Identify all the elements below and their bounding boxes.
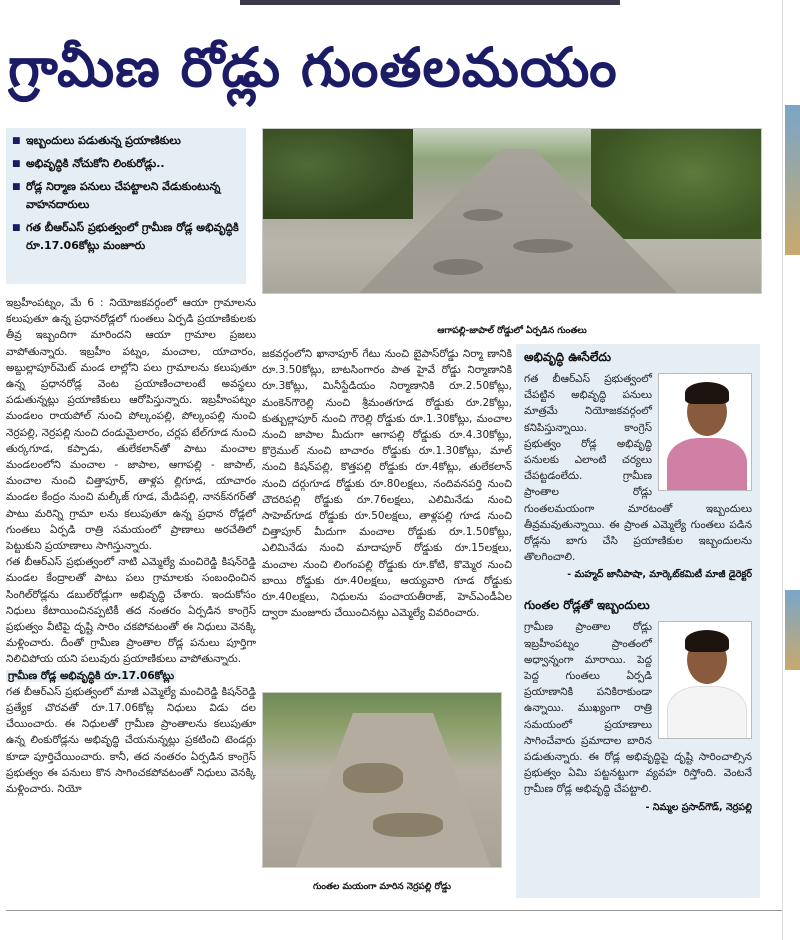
article-paragraph: జకవర్గంలోని ఖానాపూర్‌ గేటు నుంచి బైపాస్‌రోడ్డు నిర్మా ణానికి రూ.3.50కోట్లు, బాటసింగారం పాత హైవే రోడ్డు నిర్మాణానికి రూ.3కోట్లు, మినీస్టేడియం నిర్మాణానికి రూ.2.50కోట్లు, మంకెన్‌గౌరెల్లి నుంచి శ్రీమంతగూడ రోడ్డుకు రూ.2కోట్లు, కుత్బుల్లాపూర్‌ నుంచి గౌరెల్లి రోడ్డుకు రూ.1.30కోట్లు, మంచాల నుంచి జాపాల మీదుగా ఆగాపల్లి రోడ్డుకు రూ.4.30కోట్లు, కొర్రెముల్‌ నుంచి బాచారం రోడ్డుకు రూ.1.30కోట్లు, మాల్‌ నుంచి కిషన్‌పల్లి, కొత్తపల్లి రోడ్డుకు రూ.4కోట్లు, తులేకలాన్‌ నుంచి దర్గుగూడ రోడ్డుకు రూ.80లక్షలు, నందివనపర్తి నుంచి చౌదరిపల్లి రోడ్డుకు రూ.76లక్షలు, ఎలిమినేడు నుంచి సాహెబ్‌గూడ రోడ్డుకు రూ.50లక్షలు, తాళ్లపల్లి గూడ నుంచి చిత్తాపూర్‌ మీదుగా మంచాల రోడ్డుకు రూ.1.50కోట్లు, ఎలిమినేడు నుంచి మాదాపూర్‌ రోడ్డుకు రూ.15లక్షలు, మంచాల నుంచి లింగంపల్లి రోడ్డుకు రూ.కోటి, కొమ్మెర నుంచి బాయి రోడ్డుకు రూ.40లక్షలు, ఆయ్యవారి గూడ రోడ్డుకు రూ.40లక్షలు, నిధులను పంచాయతీరాజ్‌, హెచ్‌ఎండీఏల ద్వారా మంజూరు చేయించినట్లు ఎమ్మెల్యే వివరించారు. (262, 348, 512, 620)
pothole (343, 763, 403, 793)
highlights-box (6, 128, 246, 284)
adjacent-column-fragment (782, 0, 800, 940)
portrait-photo (658, 621, 752, 739)
article-column-1 (6, 295, 256, 895)
pothole (513, 239, 573, 253)
photo2-caption: గుంతల మయంగా మారిన నెర్రపల్లి రోడ్డు (313, 882, 451, 892)
article-subheading: గ్రామీణ రోడ్ల అభివృద్ధికి రూ.17.06కోట్లు (8, 669, 175, 682)
photo-trees-right (591, 129, 761, 239)
opinion2-signature: - నిమ్మల ప్రసాద్‌గౌడ్‌, నెర్రపల్లి (645, 801, 752, 813)
opinion1-title: అభివృద్ధి ఊసేలేదు (524, 350, 611, 364)
adjacent-image-fragment (785, 105, 800, 255)
pothole (433, 259, 483, 275)
highlight-item: ■ రోడ్ల నిర్మాణ పనులు చేపట్టాలని వేడుకుంటున్న వాహనదారులు (12, 178, 240, 214)
portrait-hair (685, 382, 729, 404)
highlight-item: ■ గత బీఆర్‌ఎస్‌ ప్రభుత్వంలో గ్రామీణ రోడ్ల అభివృద్ధికి రూ.17.06కోట్లు మంజూరు (12, 219, 240, 255)
highlight-item: ■ అభివృద్ధికి నోచుకోని లింకురోడ్లు.. (12, 155, 240, 173)
highlight-item: ■ ఇబ్బందులు పడుతున్న ప్రయాణికులు (12, 132, 240, 150)
opinion2-title: గుంతల రోడ్లతో ఇబ్బందులు (524, 598, 650, 613)
page-headline: గ్రామీణ రోడ్లు గుంతలమయం (8, 36, 618, 99)
opinion-sidebar (516, 344, 760, 898)
opinion1-signature: - మహ్మద్‌ జానీపాషా, మార్కెట్‌కమిటీ మాజీ డైరెక్టర్‌ (567, 569, 752, 581)
pothole (463, 209, 503, 221)
article-paragraph: గత బీఆర్‌ఎస్‌ ప్రభుత్వంలో మాజీ ఎమ్మెల్యే మంచిరెడ్డి కిషన్‌రెడ్డి ప్రత్యేక చొరవతో రూ.17.06కోట్ల నిధులు విడు దల చేయించారు. ఈ నిధులతో గ్రామీణ ప్రాంతాలను కలుపుతూ ఉన్న లింకురోడ్లను అభివృద్ధి చేయనున్నట్లు ప్రకటించి టెండర్లు కూడా పూర్తిచేయించారు. కానీ, తద నంతరం ఏర్పడిన కాంగ్రెస్‌ ప్రభుత్వం ఈ పనులు కొన సాగించకపోవటంతో నిధులు వెనక్కి మళ్లించారు. నియో (6, 685, 256, 796)
adjacent-image-fragment (785, 590, 800, 670)
opinion1-text: గత బీఆర్‌ఎస్‌ ప్రభుత్వంలో చేపట్టిన అభివృద్ధి పనులు మాత్రమే నియోజకవర్గంలో కనిపిస్తున్నాయి. కాంగ్రెస్‌ ప్రభుత్వం రోడ్ల అభివృద్ధి పనులకు ఎలాంటి చర్యలు చేపట్టడంలేదు. గ్రామీణ ప్రాంతాల రోడ్లు గుంతలమయంగా మారటంతో ఇబ్బందులు తీవ్రమవుతున్నాయి. ఈ ప్రాంత ఎమ్మెల్యే గుంతలు పడిన రోడ్లను బాగు చేసి ప్రయాణికుల ఇబ్బందులను తొలగించాలి. (524, 373, 752, 564)
opinion2-text: గ్రామీణ ప్రాంతాల రోడ్లు ఇబ్రహీంపట్నం ప్రాంతంలో అధ్వాన్నంగా మారాయి. పెద్ద పెద్ద గుంతలు ఏర్పడి ప్రయాణానికి పనికిరాకుండా ఉన్నాయి. ముఖ్యంగా రాత్రి సమయంలో ప్రయాణాలు సాగించేవారు ప్రమాదాల బారిన పడుతున్నారు. ఈ రోడ్ల అభివృద్ధిపై దృష్టి సారించాల్సిన ప్రభుత్వం ఏమి పట్టనట్టుగా వ్యవహ రిస్తోంది. వెంటనే గ్రామీణ రోడ్ల అభివృద్ధి చేపట్టాలి. (524, 621, 752, 796)
top-bar (240, 0, 620, 5)
road-photo-nerrapalli (262, 692, 502, 868)
article-paragraph: ఇబ్రహీంపట్నం, మే 6 : నియోజకవర్గంలో ఆయా గ్రామాలను కలుపుతూ ఉన్న ప్రధానరోడ్లలో గుంతలు ఏర్పడి ప్రయాణికులకు తీవ్ర ఇబ్బందిగా మారిందని ఆయా గ్రామాల ప్రజలు వాపోతున్నారు. ఇబ్రహీం పట్నం, మంచాల, యాచారం, అబ్దుల్లాపూర్‌మెట్‌ మండ లాల్లోని పలు గ్రామాలను కలుపుతూ ఉన్న ప్రధానరోడ్ల వెంట ప్రయాణించాలంటే అవస్థలు పడుతున్నట్లు ప్రయాణికులు ఆరోపిస్తున్నారు. ఇబ్రహీంపట్నం మండలం రాయపోల్‌ నుంచి పోల్కంపల్లి, పోల్కంపల్లి నుంచి నెర్రపల్లి, నెర్రపల్లి నుంచి దండుమైలారం, చర్లప టేల్‌గూడ నుంచి తుర్కగూడ, కప్పాడు, తులేకలాన్‌తో పాటు మంచాల మండలంలోని మంచాల - జాపాల, ఆగాపల్లి - జాపాల్‌, మంచాల నుంచి చిత్తాపూర్‌, తాళ్లప ల్లిగూడ, యాచారం మండల కేంద్రం నుంచి మల్కీజ్‌ గూడ, మేడిపల్లి, నానక్‌నగర్‌తో పాటు మరిన్ని గ్రామా లను కలుపుతూ ఉన్న ప్రధాన రోడ్లలో గుంతలు ఏర్పడి రాత్రి సమయంలో ప్రాణాలు అరచేతిలో పెట్టుకుని ప్రయాణాలు సాగిస్తున్నారు. (6, 297, 256, 553)
portrait-hair (685, 630, 729, 652)
portrait-body (667, 438, 747, 491)
portrait-body (667, 686, 747, 739)
portrait-photo (658, 373, 752, 491)
road-photo-agapalli (262, 128, 762, 294)
photo-trees-left (263, 129, 413, 219)
article-paragraph: గత బీఆర్‌ఎస్‌ ప్రభుత్వంలో నాటి ఎమ్మెల్యే మంచిరెడ్డి కిషన్‌రెడ్డి మండల కేంద్రాలతో పాటు పలు గ్రామాలకు సంబంధించిన సింగిల్‌రోడ్లను డబుల్‌రోడ్లుగా అభివృద్ధి చేశారు. ఇందుకోసం నిధులు కేటాయించినప్పటికీ తద నంతరం ఏర్పడిన కాంగ్రెస్‌ ప్రభుత్వం వీటిపై దృష్టి సారిం చకపోవటంతో ఈ నిధులు వెనక్కి మళ్లించారు. దీంతో గ్రామీణ ప్రాంతాల రోడ్ల పనులు పూర్తిగా నిలిచిపోయ యని పలువురు ప్రయాణికులు వాపోతున్నారు. (6, 556, 256, 666)
photo1-caption: ఆగాపల్లి-జాపాల్‌ రోడ్డులో ఏర్పడిన గుంతలు (437, 326, 587, 336)
page-divider (6, 910, 782, 911)
article-column-2 (262, 346, 512, 686)
pothole (373, 813, 443, 837)
